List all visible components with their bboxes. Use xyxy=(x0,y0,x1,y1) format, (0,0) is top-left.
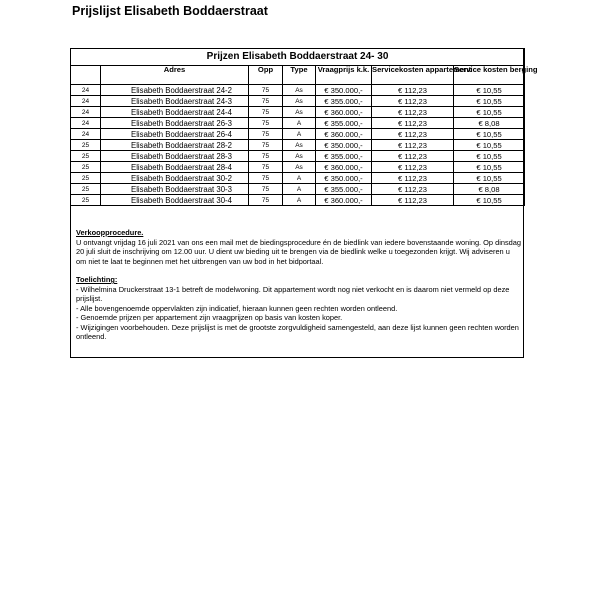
type-cell: As xyxy=(283,140,316,151)
block-cell: 25 xyxy=(71,173,101,184)
table-row xyxy=(71,96,525,107)
area-cell: 75 xyxy=(249,184,283,195)
type-cell: A xyxy=(283,118,316,129)
service-cost-cell: € 112,23 xyxy=(372,85,454,96)
price-cell: € 350.000,- xyxy=(316,140,372,151)
block-cell: 25 xyxy=(71,140,101,151)
storage-cost-cell: € 10,55 xyxy=(454,96,525,107)
storage-cost-cell: € 10,55 xyxy=(454,173,525,184)
block-cell: 24 xyxy=(71,96,101,107)
toelichting-list xyxy=(76,285,522,342)
price-cell: € 350.000,- xyxy=(316,173,372,184)
service-cost-cell: € 112,23 xyxy=(372,151,454,162)
header-vraagprijs: Vraagprijs k.k. xyxy=(316,66,372,85)
address-cell: Elisabeth Boddaerstraat 28-4 xyxy=(101,162,249,173)
address-cell: Elisabeth Boddaerstraat 28-2 xyxy=(101,140,249,151)
address-cell: Elisabeth Boddaerstraat 30-4 xyxy=(101,195,249,206)
service-cost-cell: € 112,23 xyxy=(372,140,454,151)
type-cell: As xyxy=(283,151,316,162)
table-row xyxy=(71,129,525,140)
address-cell: Elisabeth Boddaerstraat 26-4 xyxy=(101,129,249,140)
price-cell: € 355.000,- xyxy=(316,184,372,195)
price-cell: € 350.000,- xyxy=(316,85,372,96)
service-cost-cell: € 112,23 xyxy=(372,184,454,195)
service-cost-cell: € 112,23 xyxy=(372,195,454,206)
toelichting-item: - Genoemde prijzen per appartement zijn vraagprijzen op basis van kosten koper. xyxy=(76,313,343,322)
area-cell: 75 xyxy=(249,140,283,151)
price-cell: € 355.000,- xyxy=(316,96,372,107)
block-cell: 24 xyxy=(71,118,101,129)
storage-cost-cell: € 10,55 xyxy=(454,129,525,140)
type-cell: A xyxy=(283,195,316,206)
storage-cost-cell: € 10,55 xyxy=(454,151,525,162)
address-cell: Elisabeth Boddaerstraat 28-3 xyxy=(101,151,249,162)
area-cell: 75 xyxy=(249,107,283,118)
header-type: Type xyxy=(283,66,316,85)
header-adres: Adres xyxy=(101,66,249,85)
storage-cost-cell: € 10,55 xyxy=(454,107,525,118)
area-cell: 75 xyxy=(249,129,283,140)
table-row xyxy=(71,184,525,195)
table-row xyxy=(71,162,525,173)
block-cell: 25 xyxy=(71,162,101,173)
toelichting-item: - Wilhelmina Druckerstraat 13-1 betreft de modelwoning. Dit appartement wordt nog niet verkocht en is daarom niet vermeld op deze prijslijst. xyxy=(76,284,510,303)
block-cell: 25 xyxy=(71,184,101,195)
service-cost-cell: € 112,23 xyxy=(372,107,454,118)
type-cell: A xyxy=(283,184,316,195)
type-cell: As xyxy=(283,96,316,107)
storage-cost-cell: € 10,55 xyxy=(454,140,525,151)
type-cell: As xyxy=(283,107,316,118)
verkoop-text: U ontvangt vrijdag 16 juli 2021 van ons een mail met de biedingsprocedure én de biedlink van iedere bovenstaande woning. Op dinsdag 20 juli sluit de inschrijving om 12.00 uur. U dient uw bieding uit te brengen via de biedlink welke u toegezonden krijgt. Wij adviseren u om niet te laat te beginnen met het uitbrengen van uw bod in het bidportaal. xyxy=(76,237,521,266)
service-cost-cell: € 112,23 xyxy=(372,162,454,173)
table-body xyxy=(71,85,525,206)
header-opp: Opp xyxy=(249,66,283,85)
storage-cost-cell: € 8,08 xyxy=(454,184,525,195)
area-cell: 75 xyxy=(249,85,283,96)
service-cost-cell: € 112,23 xyxy=(372,96,454,107)
table-row xyxy=(71,85,525,96)
type-cell: A xyxy=(283,129,316,140)
storage-cost-cell: € 8,08 xyxy=(454,118,525,129)
header-servicekosten-berging: Service kosten berging xyxy=(454,66,525,85)
table-row xyxy=(71,140,525,151)
block-cell: 24 xyxy=(71,129,101,140)
address-cell: Elisabeth Boddaerstraat 24-2 xyxy=(101,85,249,96)
block-cell: 24 xyxy=(71,85,101,96)
storage-cost-cell: € 10,55 xyxy=(454,195,525,206)
address-cell: Elisabeth Boddaerstraat 30-3 xyxy=(101,184,249,195)
area-cell: 75 xyxy=(249,151,283,162)
price-cell: € 360.000,- xyxy=(316,107,372,118)
area-cell: 75 xyxy=(249,96,283,107)
header-blank xyxy=(71,66,101,85)
table-title: Prijzen Elisabeth Boddaerstraat 24- 30 xyxy=(71,49,525,66)
storage-cost-cell: € 10,55 xyxy=(454,85,525,96)
notes-section xyxy=(76,228,522,342)
service-cost-cell: € 112,23 xyxy=(372,173,454,184)
toelichting-heading: Toelichting: xyxy=(76,275,118,284)
type-cell: As xyxy=(283,162,316,173)
area-cell: 75 xyxy=(249,195,283,206)
toelichting-item: - Wijzigingen voorbehouden. Deze prijslijst is met de grootste zorgvuldigheid samengesteld, aan deze lijst kunnen geen rechten worden ontleend. xyxy=(76,322,519,341)
table-header-row xyxy=(71,66,525,85)
verkoop-heading: Verkoopprocedure. xyxy=(76,228,144,237)
block-cell: 24 xyxy=(71,107,101,118)
block-cell: 25 xyxy=(71,195,101,206)
service-cost-cell: € 112,23 xyxy=(372,118,454,129)
price-cell: € 360.000,- xyxy=(316,129,372,140)
table-row xyxy=(71,107,525,118)
storage-cost-cell: € 10,55 xyxy=(454,162,525,173)
table-row xyxy=(71,118,525,129)
table-row xyxy=(71,195,525,206)
header-servicekosten-appartement: Servicekosten appartement xyxy=(372,66,454,85)
table-row xyxy=(71,173,525,184)
price-cell: € 355.000,- xyxy=(316,151,372,162)
toelichting-item: - Alle bovengenoemde oppervlakten zijn indicatief, hieraan kunnen geen rechten worden ontleend. xyxy=(76,303,398,313)
price-cell: € 355.000,- xyxy=(316,118,372,129)
area-cell: 75 xyxy=(249,118,283,129)
document-title: Prijslijst Elisabeth Boddaerstraat xyxy=(72,4,268,18)
type-cell: A xyxy=(283,173,316,184)
price-cell: € 360.000,- xyxy=(316,195,372,206)
address-cell: Elisabeth Boddaerstraat 26-3 xyxy=(101,118,249,129)
address-cell: Elisabeth Boddaerstraat 24-4 xyxy=(101,107,249,118)
service-cost-cell: € 112,23 xyxy=(372,129,454,140)
price-table xyxy=(70,48,538,206)
table-row xyxy=(71,151,525,162)
type-cell: As xyxy=(283,85,316,96)
area-cell: 75 xyxy=(249,162,283,173)
block-cell: 25 xyxy=(71,151,101,162)
address-cell: Elisabeth Boddaerstraat 30-2 xyxy=(101,173,249,184)
price-cell: € 360.000,- xyxy=(316,162,372,173)
area-cell: 75 xyxy=(249,173,283,184)
address-cell: Elisabeth Boddaerstraat 24-3 xyxy=(101,96,249,107)
